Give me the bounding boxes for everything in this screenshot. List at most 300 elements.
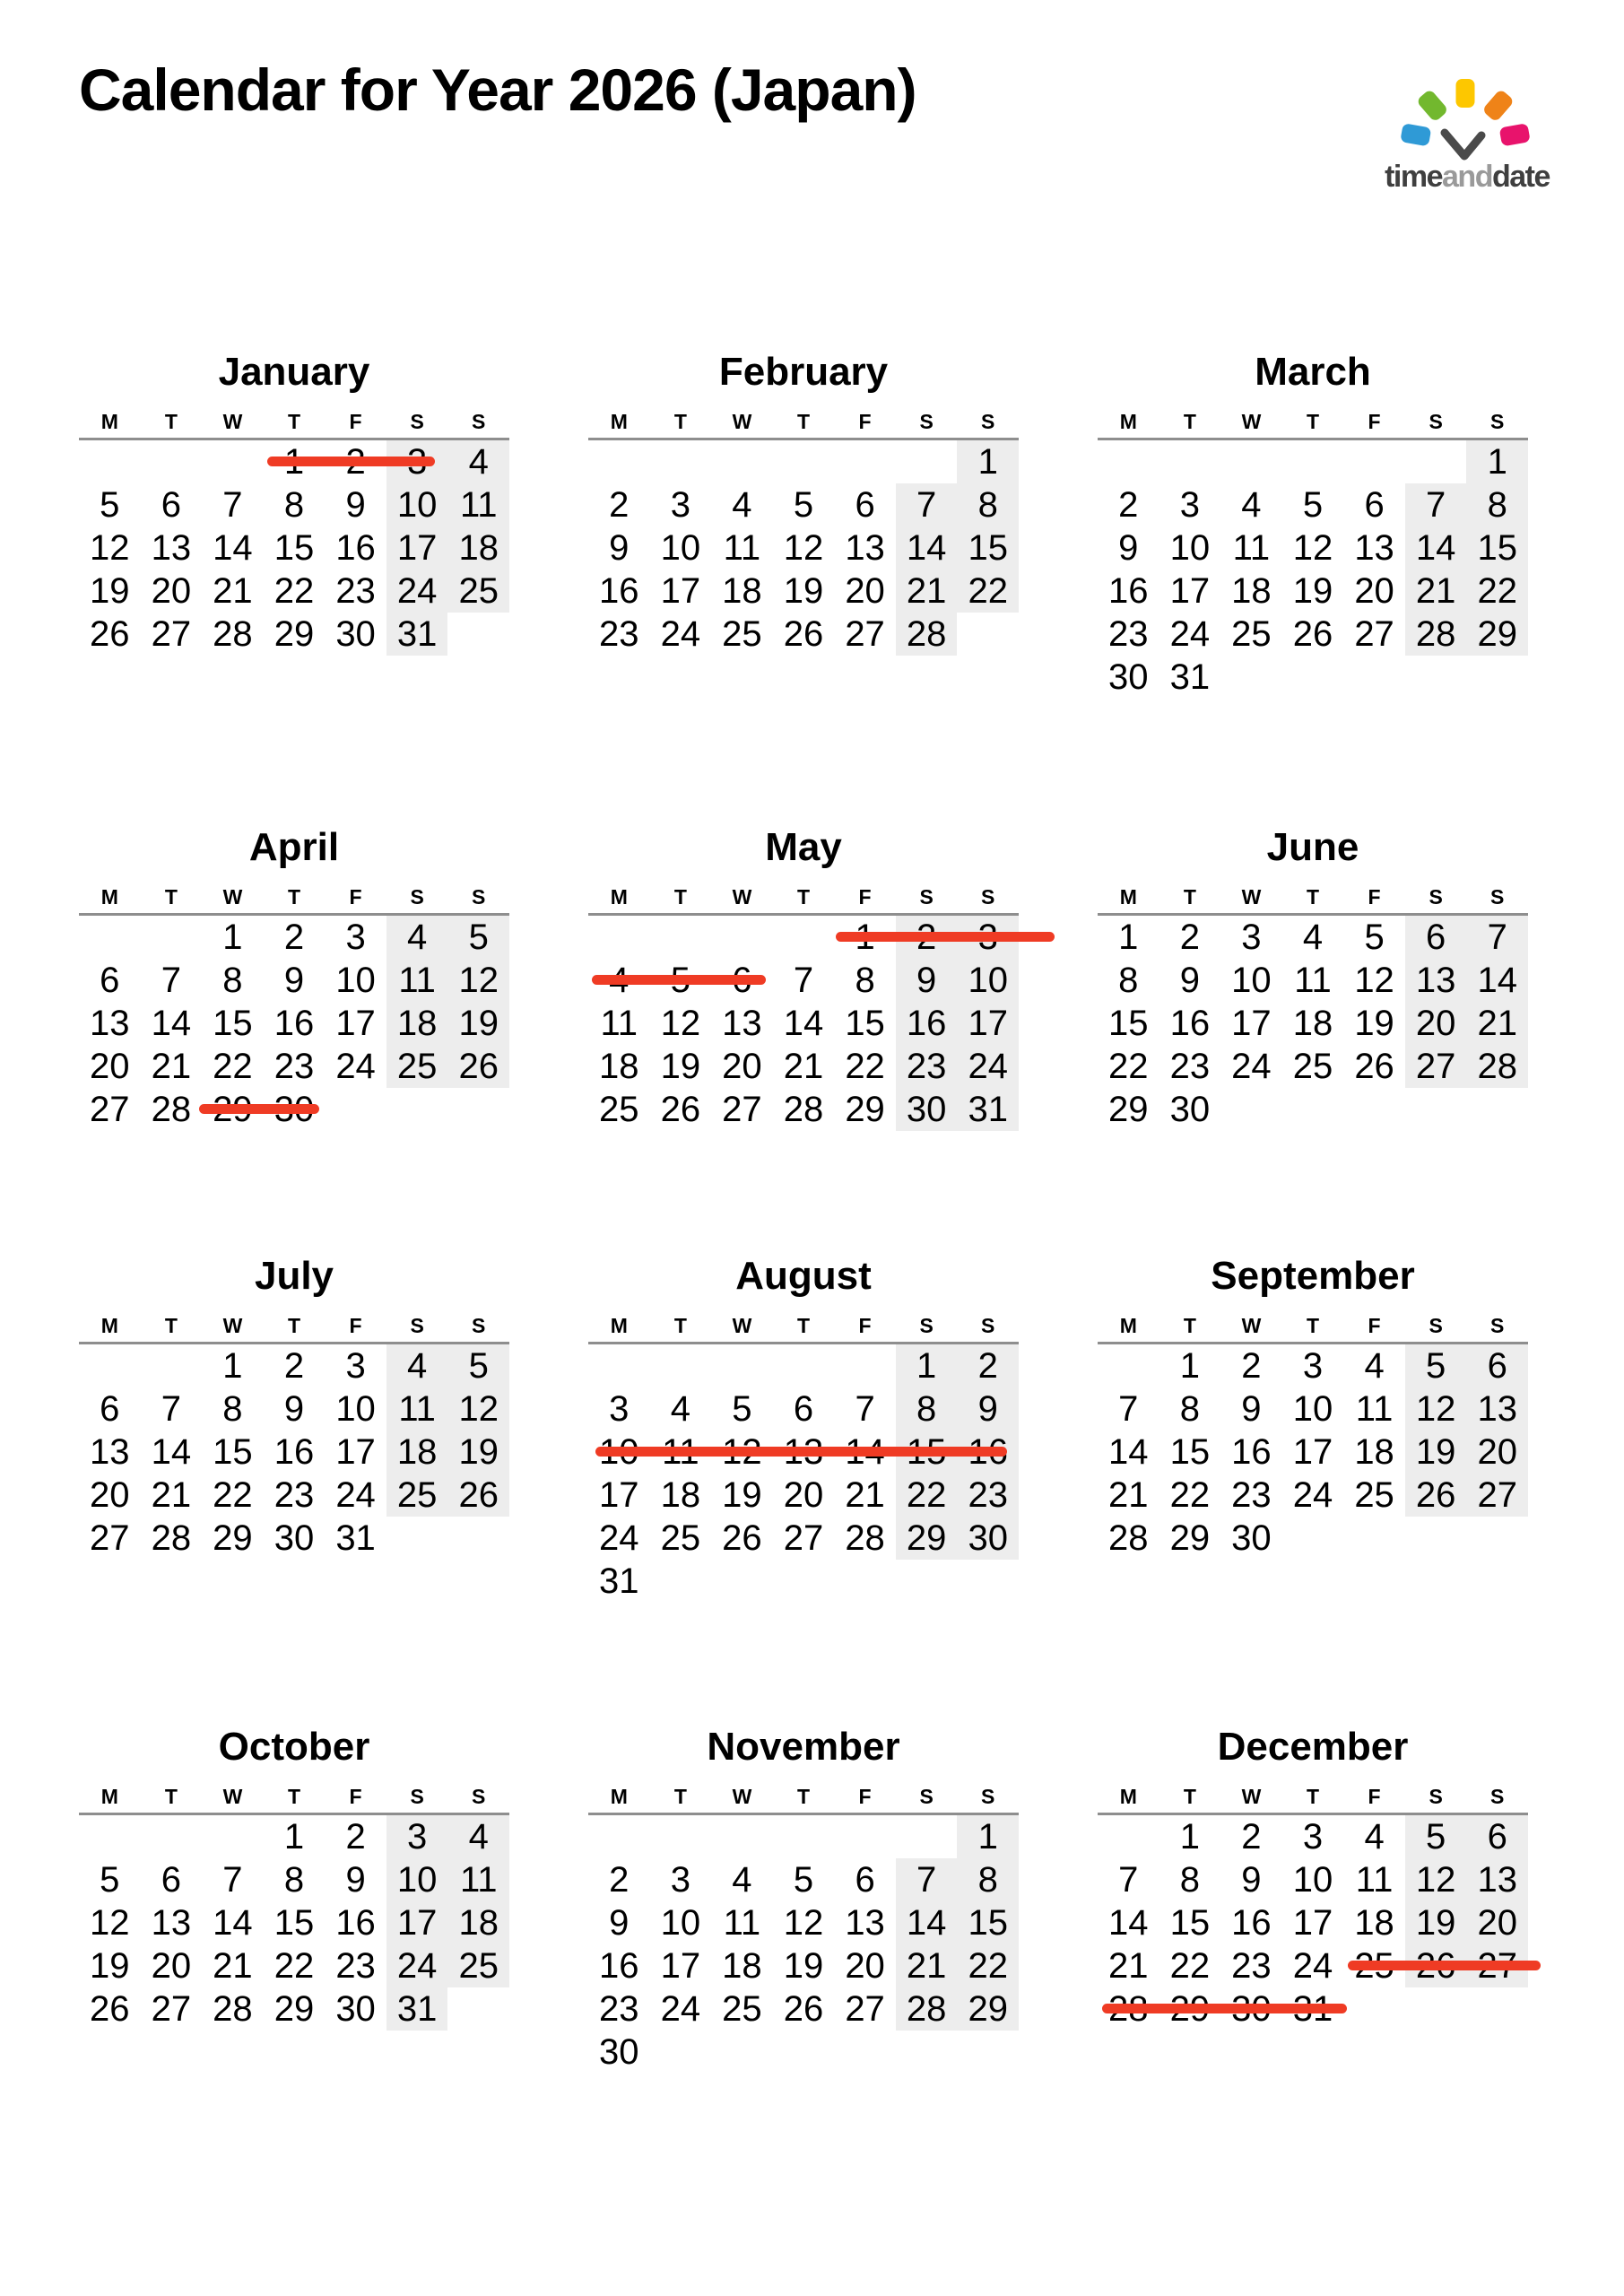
day-cell-empty (1343, 1987, 1405, 2031)
day-cell: 27 (1405, 1045, 1467, 1088)
day-cell-empty (773, 1815, 835, 1858)
day-cell: 16 (1231, 1432, 1272, 1472)
day-cell: 11 (600, 1004, 638, 1043)
week-row (588, 1944, 1019, 1987)
day-cell: 14 (1108, 1432, 1149, 1472)
weekday-header: F (1368, 885, 1381, 909)
weekday-header: S (1429, 1314, 1443, 1337)
day-cell: 30 (335, 614, 376, 654)
day-cell: 15 (1108, 1004, 1149, 1043)
week-row (588, 1002, 1019, 1045)
day-cell-empty (447, 1088, 509, 1131)
day-cell-empty (1098, 1344, 1159, 1387)
day-cell: 13 (151, 528, 192, 568)
day-cell: 22 (1169, 1946, 1211, 1986)
day-cell: 26 (1292, 614, 1333, 654)
weekday-header: S (1490, 885, 1505, 909)
week-row (1098, 1944, 1528, 1987)
week-row (1098, 656, 1528, 699)
week-row (79, 440, 509, 483)
day-cell-empty (1098, 1815, 1159, 1858)
month-title-october: October (218, 1725, 370, 1769)
day-cell-empty (386, 1517, 448, 1560)
weekday-header: W (732, 1785, 752, 1808)
day-cell: 7 (1405, 483, 1467, 526)
week-row (588, 1858, 1019, 1901)
day-cell: 2 (1241, 1346, 1262, 1386)
weekday-header: S (981, 1314, 995, 1337)
weekday-header: T (287, 885, 301, 909)
day-cell: 5 (100, 485, 120, 525)
day-cell: 10 (335, 1389, 376, 1429)
weekday-header: T (1306, 1785, 1320, 1808)
day-cell-empty (1220, 440, 1282, 483)
page-title: Calendar for Year 2026 (Japan) (79, 57, 916, 123)
month-title-march: March (1255, 350, 1371, 394)
day-cell: 13 (151, 1903, 192, 1943)
holiday-strike-line (592, 975, 766, 985)
weekday-header: S (1490, 1314, 1505, 1337)
day-cell: 9 (283, 961, 305, 1000)
week-row (79, 1517, 509, 1560)
weeks-october (79, 1815, 509, 2031)
day-cell: 25 (386, 1474, 448, 1517)
day-cell: 9 (1179, 961, 1200, 1000)
weekday-header: M (610, 1314, 628, 1337)
week-row (1098, 483, 1528, 526)
weekday-header: T (1183, 1785, 1196, 1808)
day-cell: 7 (222, 1860, 243, 1900)
week-row (588, 1560, 1019, 1603)
weekday-header: M (1119, 1314, 1137, 1337)
week-row (588, 916, 1019, 959)
day-cell-empty (834, 1344, 896, 1387)
weekday-header: S (410, 885, 424, 909)
day-cell-empty (711, 1560, 773, 1603)
month-january (79, 350, 509, 825)
day-cell: 18 (386, 1431, 448, 1474)
weeks-january (79, 440, 509, 656)
day-cell: 2 (283, 1346, 305, 1386)
day-cell: 22 (274, 571, 315, 611)
day-cell-empty (447, 613, 509, 656)
day-cell: 19 (447, 1002, 509, 1045)
weekday-header-row (1098, 1782, 1528, 1813)
month-title-may: May (765, 825, 842, 869)
weekday-header: W (1241, 885, 1262, 909)
week-row (79, 526, 509, 570)
day-cell: 18 (1354, 1432, 1394, 1472)
weekday-header: T (1183, 885, 1196, 909)
day-cell: 3 (345, 1346, 366, 1386)
weekday-header: T (164, 410, 178, 433)
day-cell: 22 (957, 570, 1019, 613)
day-cell: 19 (1292, 571, 1333, 611)
day-cell: 27 (1466, 1474, 1528, 1517)
day-cell: 3 (1302, 1817, 1324, 1857)
day-cell-empty (588, 440, 650, 483)
day-cell: 29 (1169, 1518, 1211, 1558)
day-cell: 6 (1405, 916, 1467, 959)
day-cell-empty (1220, 656, 1282, 699)
day-cell-empty (141, 916, 203, 959)
week-row (79, 613, 509, 656)
day-cell: 14 (151, 1432, 192, 1472)
day-cell-empty (711, 916, 773, 959)
day-cell-empty (957, 613, 1019, 656)
day-cell-empty (79, 1344, 141, 1387)
week-row (1098, 1387, 1528, 1431)
day-cell: 21 (783, 1047, 824, 1086)
day-cell-empty (1405, 1517, 1467, 1560)
weekday-header: S (919, 1314, 934, 1337)
day-cell: 25 (1354, 1475, 1394, 1515)
day-cell: 26 (447, 1474, 509, 1517)
day-cell: 20 (845, 571, 885, 611)
day-cell: 14 (213, 1903, 253, 1943)
day-cell: 4 (447, 1815, 509, 1858)
day-cell: 5 (100, 1860, 120, 1900)
weekday-header: S (410, 1785, 424, 1808)
day-cell: 30 (957, 1517, 1019, 1560)
day-cell: 5 (1405, 1815, 1467, 1858)
day-cell: 12 (447, 959, 509, 1002)
week-row (588, 1387, 1019, 1431)
day-cell: 15 (957, 1901, 1019, 1944)
day-cell: 29 (957, 1987, 1019, 2031)
day-cell: 1 (1118, 918, 1139, 957)
day-cell: 13 (845, 1903, 885, 1943)
week-row (79, 1431, 509, 1474)
weeks-march (1098, 440, 1528, 699)
day-cell: 23 (957, 1474, 1019, 1517)
day-cell: 19 (447, 1431, 509, 1474)
day-cell-empty (1282, 440, 1344, 483)
weekday-header: W (222, 410, 243, 433)
day-cell: 25 (447, 570, 509, 613)
day-cell: 30 (1231, 1518, 1272, 1558)
week-row (1098, 1045, 1528, 1088)
weekday-header: S (410, 410, 424, 433)
day-cell: 21 (896, 1944, 958, 1987)
weekday-header: T (673, 1785, 687, 1808)
weekday-header: T (796, 1314, 811, 1337)
day-cell: 27 (90, 1090, 130, 1129)
weeks-september (1098, 1344, 1528, 1560)
day-cell: 19 (90, 571, 130, 611)
month-february (588, 350, 1019, 825)
day-cell: 27 (845, 1989, 885, 2029)
weekday-header: T (796, 1785, 811, 1808)
day-cell-empty (1343, 656, 1405, 699)
day-cell: 26 (90, 1989, 130, 2029)
day-cell: 18 (722, 571, 762, 611)
day-cell: 4 (732, 1860, 752, 1900)
month-title-july: July (254, 1254, 334, 1298)
day-cell-empty (141, 440, 203, 483)
weekday-header: F (1368, 1785, 1381, 1808)
day-cell: 6 (161, 1860, 181, 1900)
holiday-strike-line (1348, 1961, 1541, 1970)
day-cell: 30 (1169, 1090, 1211, 1129)
day-cell: 28 (845, 1518, 885, 1558)
month-november (588, 1725, 1019, 2196)
day-cell: 12 (90, 528, 130, 568)
day-cell: 9 (1241, 1860, 1262, 1900)
day-cell: 20 (783, 1475, 824, 1515)
day-cell: 11 (447, 1858, 509, 1901)
weekday-header: W (1241, 1314, 1262, 1337)
day-cell: 24 (957, 1045, 1019, 1088)
day-cell: 9 (609, 1903, 630, 1943)
month-title-june: June (1266, 825, 1359, 869)
day-cell: 30 (599, 2032, 639, 2072)
day-cell: 15 (845, 1004, 885, 1043)
day-cell-empty (834, 1560, 896, 1603)
day-cell: 28 (896, 1987, 958, 2031)
day-cell: 3 (670, 485, 690, 525)
day-cell: 5 (1364, 918, 1385, 957)
day-cell: 9 (345, 485, 366, 525)
day-cell: 28 (783, 1090, 824, 1129)
logo-tile-orange-icon (1481, 89, 1515, 123)
weekday-header: F (1368, 1314, 1381, 1337)
day-cell: 15 (213, 1432, 253, 1472)
day-cell: 5 (1302, 485, 1324, 525)
month-december (1098, 1725, 1528, 2196)
day-cell: 5 (793, 485, 814, 525)
day-cell: 12 (447, 1387, 509, 1431)
day-cell: 4 (447, 440, 509, 483)
day-cell: 19 (90, 1946, 130, 1986)
day-cell: 14 (1405, 526, 1467, 570)
day-cell: 11 (386, 1387, 448, 1431)
day-cell: 8 (1179, 1860, 1200, 1900)
day-cell: 21 (1108, 1946, 1149, 1986)
day-cell: 7 (1466, 916, 1528, 959)
day-cell: 16 (335, 528, 376, 568)
week-row (588, 483, 1019, 526)
day-cell: 14 (151, 1004, 192, 1043)
day-cell: 1 (222, 918, 243, 957)
day-cell: 18 (447, 526, 509, 570)
day-cell: 22 (1169, 1475, 1211, 1515)
weekday-header: M (1119, 1785, 1137, 1808)
day-cell: 4 (386, 916, 448, 959)
day-cell: 27 (845, 614, 885, 654)
day-cell: 13 (1405, 959, 1467, 1002)
day-cell: 8 (283, 1860, 305, 1900)
day-cell: 3 (1302, 1346, 1324, 1386)
day-cell: 9 (1118, 528, 1139, 568)
day-cell-empty (711, 440, 773, 483)
day-cell: 25 (660, 1518, 701, 1558)
day-cell: 26 (783, 1989, 824, 2029)
weekday-header: T (673, 885, 687, 909)
week-row (79, 1045, 509, 1088)
month-july (79, 1254, 509, 1725)
weekday-header: W (1241, 1785, 1262, 1808)
day-cell-empty (1405, 656, 1467, 699)
day-cell: 2 (1179, 918, 1200, 957)
day-cell: 6 (1364, 485, 1385, 525)
day-cell-empty (711, 2031, 773, 2074)
day-cell-empty (447, 1987, 509, 2031)
day-cell: 17 (660, 1946, 701, 1986)
day-cell: 28 (213, 614, 253, 654)
week-row (1098, 1858, 1528, 1901)
day-cell: 21 (151, 1047, 192, 1086)
day-cell-empty (1405, 440, 1467, 483)
day-cell: 24 (599, 1518, 639, 1558)
weeks-august (588, 1344, 1019, 1603)
week-row (588, 1045, 1019, 1088)
day-cell: 18 (1354, 1903, 1394, 1943)
day-cell: 21 (213, 571, 253, 611)
week-row (79, 959, 509, 1002)
day-cell: 30 (1108, 657, 1149, 697)
day-cell: 17 (335, 1432, 376, 1472)
day-cell: 30 (896, 1088, 958, 1131)
weekday-header: T (1183, 410, 1196, 433)
day-cell: 16 (896, 1002, 958, 1045)
week-row (1098, 916, 1528, 959)
day-cell: 29 (845, 1090, 885, 1129)
weekday-header: T (164, 885, 178, 909)
day-cell: 22 (213, 1047, 253, 1086)
month-april (79, 825, 509, 1254)
day-cell: 17 (386, 1901, 448, 1944)
weekday-header: F (349, 1314, 362, 1337)
day-cell: 24 (1231, 1047, 1272, 1086)
day-cell: 14 (783, 1004, 824, 1043)
week-row (1098, 1517, 1528, 1560)
day-cell: 27 (722, 1090, 762, 1129)
weekday-header: S (472, 410, 486, 433)
week-row (1098, 1901, 1528, 1944)
day-cell: 28 (896, 613, 958, 656)
day-cell: 28 (151, 1090, 192, 1129)
day-cell: 7 (855, 1389, 875, 1429)
day-cell-empty (1343, 1517, 1405, 1560)
logo-word-time: time (1385, 160, 1443, 194)
day-cell: 17 (335, 1004, 376, 1043)
logo-fan-icon (1359, 50, 1575, 169)
day-cell: 6 (100, 1389, 120, 1429)
day-cell: 24 (660, 614, 701, 654)
day-cell: 31 (957, 1088, 1019, 1131)
day-cell-empty (896, 2031, 958, 2074)
day-cell-empty (1282, 1517, 1344, 1560)
day-cell-empty (834, 2031, 896, 2074)
day-cell-empty (141, 1344, 203, 1387)
day-cell: 24 (335, 1047, 376, 1086)
day-cell: 28 (213, 1989, 253, 2029)
day-cell: 12 (783, 528, 824, 568)
day-cell: 19 (1354, 1004, 1394, 1043)
day-cell: 9 (896, 959, 958, 1002)
weekday-header: S (981, 885, 995, 909)
day-cell: 19 (1405, 1901, 1467, 1944)
day-cell: 17 (386, 526, 448, 570)
weekday-header-row (79, 883, 509, 913)
day-cell-empty (711, 1815, 773, 1858)
weekday-header: S (919, 1785, 934, 1808)
day-cell: 28 (1108, 1518, 1149, 1558)
weekday-header: M (100, 885, 118, 909)
weekday-header: S (1429, 885, 1443, 909)
weekday-header: W (732, 885, 752, 909)
weekday-header: S (1490, 1785, 1505, 1808)
week-row (588, 1901, 1019, 1944)
week-row (588, 1517, 1019, 1560)
day-cell: 23 (335, 1946, 376, 1986)
month-may (588, 825, 1019, 1254)
day-cell: 10 (1231, 961, 1272, 1000)
day-cell: 15 (213, 1004, 253, 1043)
day-cell: 16 (599, 571, 639, 611)
week-row (588, 1431, 1019, 1474)
day-cell: 10 (335, 961, 376, 1000)
day-cell: 31 (1169, 657, 1211, 697)
weekday-header: M (1119, 410, 1137, 433)
weekday-header: T (1306, 885, 1320, 909)
weekday-header: M (610, 410, 628, 433)
holiday-strike-line (836, 932, 1055, 942)
weekday-header: T (287, 410, 301, 433)
day-cell: 24 (335, 1475, 376, 1515)
day-cell-empty (711, 1344, 773, 1387)
day-cell: 13 (90, 1004, 130, 1043)
week-row (79, 1901, 509, 1944)
day-cell: 14 (1108, 1903, 1149, 1943)
day-cell: 19 (660, 1047, 701, 1086)
day-cell: 2 (283, 918, 305, 957)
day-cell: 6 (1466, 1815, 1528, 1858)
day-cell: 8 (1118, 961, 1139, 1000)
day-cell: 22 (1466, 570, 1528, 613)
day-cell: 13 (722, 1004, 762, 1043)
week-row (79, 1944, 509, 1987)
day-cell: 31 (386, 1987, 448, 2031)
day-cell-empty (773, 2031, 835, 2074)
day-cell: 2 (957, 1344, 1019, 1387)
month-march (1098, 350, 1528, 825)
logo-tile-blue-icon (1400, 123, 1431, 146)
day-cell: 31 (386, 613, 448, 656)
weeks-february (588, 440, 1019, 656)
weekday-header: W (222, 1785, 243, 1808)
day-cell: 19 (722, 1475, 762, 1515)
weekday-header: M (100, 410, 118, 433)
calendar-grid (79, 350, 1528, 2196)
day-cell: 6 (100, 961, 120, 1000)
weeks-june (1098, 916, 1528, 1131)
logo-tile-yellow-icon (1456, 79, 1475, 108)
day-cell: 20 (1354, 571, 1394, 611)
day-cell: 10 (1169, 528, 1211, 568)
day-cell: 7 (1118, 1389, 1139, 1429)
day-cell-empty (202, 1815, 264, 1858)
day-cell: 12 (1405, 1858, 1467, 1901)
day-cell: 28 (1405, 613, 1467, 656)
day-cell: 31 (335, 1518, 376, 1558)
week-row (1098, 1815, 1528, 1858)
week-row (1098, 1987, 1528, 2031)
weekday-header: S (1429, 1785, 1443, 1808)
month-title-december: December (1217, 1725, 1409, 1769)
week-row (588, 613, 1019, 656)
